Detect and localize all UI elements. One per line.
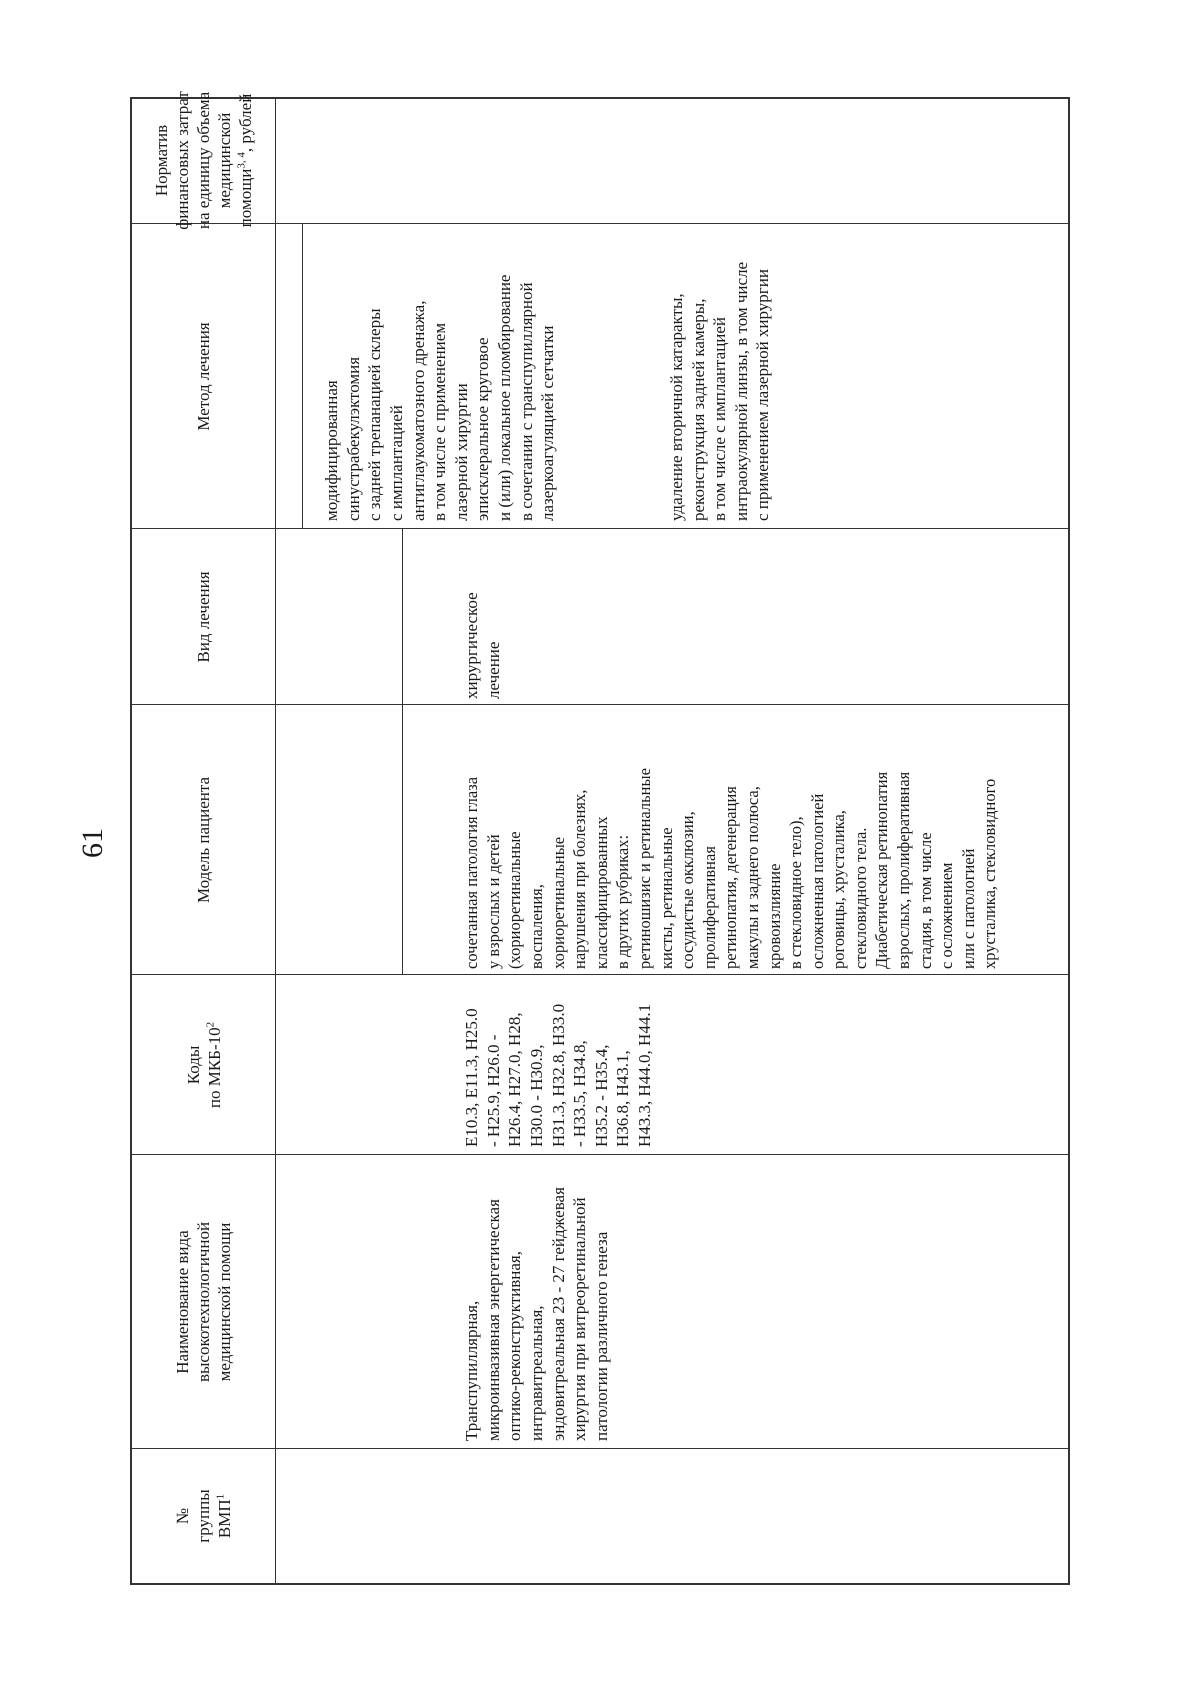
care-name-cell: Транспупиллярная, микроинвазивная энергетическая оптико-реконструктивная, интравитреальная, эндовитреальная 23 - 27 гейджевая хирургия при витреоретинальной патологии различного генеза [462, 1187, 611, 1441]
row-divider [402, 705, 403, 975]
header-treatment-type: Вид лечения [194, 571, 213, 663]
patient-model-cell: сочетанная патология глаза у взрослых и детей (хориоретинальные воспаления, хориоретинальные нарушения при болезнях, классифицированных в других рубриках: ретиношизис и ретинальные кисты, ретинальные сосудистые окклюзии, пролиферативная ретинопатия, дегенерация макулы и заднего полюса, кровоизлияние в стекловидное тело), осложненная патологией роговицы, хрусталика, стекловидного тела. Диабетическая ретинопатия взрослых, пролиферативная стадия, в том числе с осложнением или с патологией хрусталика, стекловидного [462, 768, 1000, 969]
icd-codes-cell: E10.3, E11.3, H25.0 - H25.9, H26.0 - H26.4, H27.0, H28, H30.0 - H30.9, H31.3, H32.8, H33.0 - H33.5, H34.8, H35.2 - H35.4, H36.8, H43.1, H43.3, H44.0, H44.1 [462, 1003, 654, 1147]
page-number: 61 [76, 828, 109, 858]
row-divider [402, 529, 403, 705]
treatment-type-cell: хирургическое лечение [462, 592, 503, 699]
header-divider [275, 97, 276, 1583]
header-cost-standard: Норматив финансовых затрат на единицу объема медицинской помощи$^{3, 4}$, рублей [152, 91, 255, 230]
treatment-method-cell: модифицированная синустрабекулэктомия с задней трепанацией склеры с имплантацией антиглаукоматозного дренажа, в том числе с применением лазерной хирургии эписклеральное круговое и (или) локальное пломбирование в сочетании с транспупиллярной лазеркоагуляцией сетчатки удаление вторичной катаракты, реконструкция задней камеры, в том числе с имплантацией интраокулярной линзы, в том числе с применением лазерной хирургии [322, 261, 773, 521]
header-patient-model: Модель пациента [194, 776, 213, 904]
header-treatment-method: Метод лечения [194, 322, 213, 431]
vmp-table [130, 91, 1070, 1585]
header-group-number: № группы ВМП$^1$ [173, 1489, 234, 1543]
header-icd-codes: Коды по МКБ-$10^2$ [183, 1021, 224, 1109]
header-care-name: Наименование вида высокотехнологичной медицинской помощи [173, 1221, 234, 1383]
